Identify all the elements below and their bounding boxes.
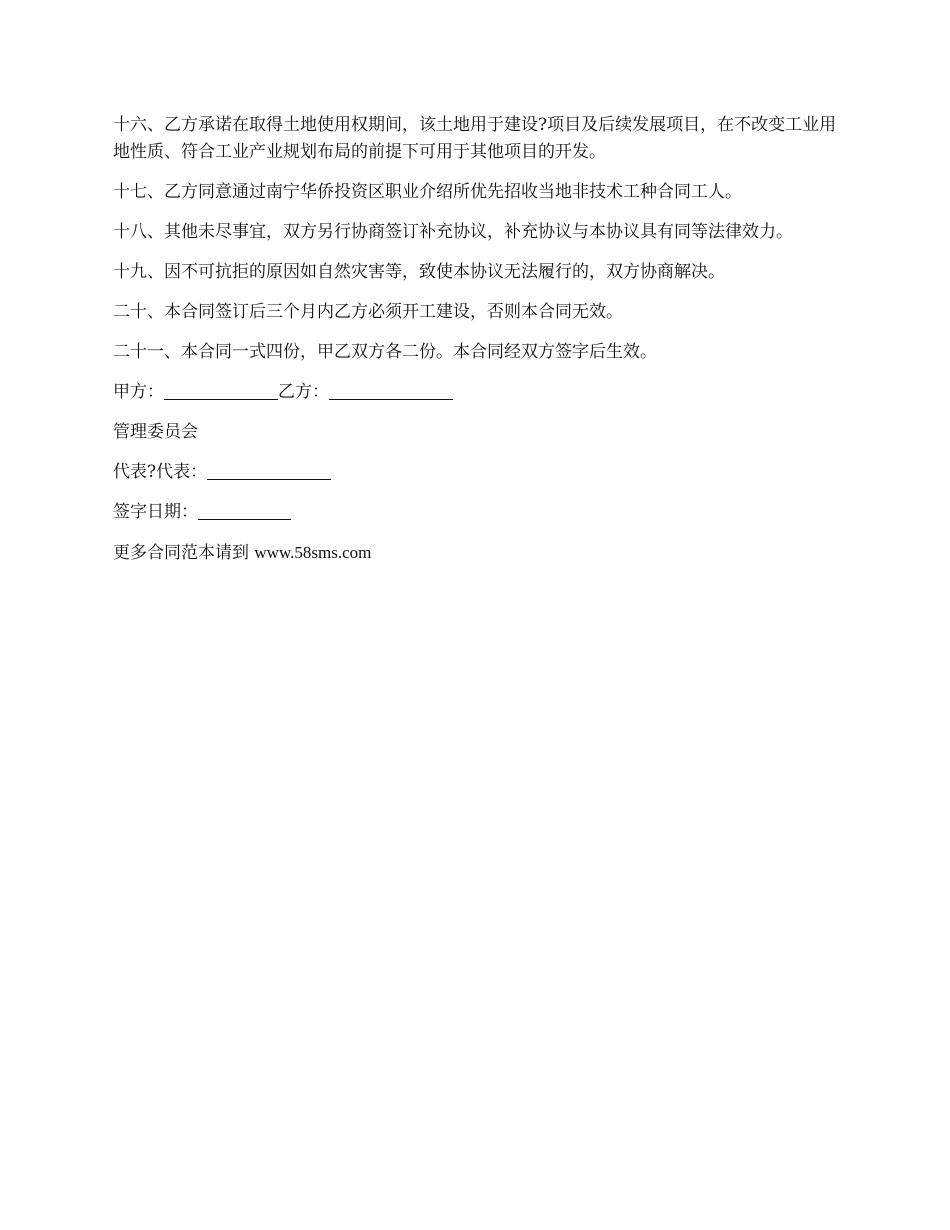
document-page <box>113 112 873 580</box>
party-a-signature-blank <box>164 381 278 400</box>
clause-17: 十七、乙方同意通过南宁华侨投资区职业介绍所优先招收当地非技术工种合同工人。 <box>113 182 742 202</box>
representative-label: 代表?代表： <box>113 462 208 482</box>
party-b-signature-blank <box>329 381 453 400</box>
party-a-label: 甲方： <box>113 382 164 402</box>
signing-date-line <box>113 499 873 526</box>
representative-line <box>113 459 873 486</box>
signature-parties-line <box>113 379 873 406</box>
clause-19: 十九、因不可抗拒的原因如自然灾害等，致使本协议无法履行的，双方协商解决。 <box>113 262 725 282</box>
representative-signature-blank <box>207 461 331 480</box>
clause-21: 二十一、本合同一式四份，甲乙双方各二份。本合同经双方签字后生效。 <box>113 342 657 362</box>
clause-16: 十六、乙方承诺在取得土地使用权期间，该土地用于建设?项目及后续发展项目，在不改变工业用地性质、符合工业产业规划布局的前提下可用于其他项目的开发。 <box>113 115 837 162</box>
party-b-label: 乙方： <box>278 382 329 402</box>
signing-date-label: 签字日期： <box>113 502 198 522</box>
clause-18: 十八、其他未尽事宜，双方另行协商签订补充协议，补充协议与本协议具有同等法律效力。 <box>113 222 793 242</box>
signing-date-blank <box>198 501 291 520</box>
footer-more-text: 更多合同范本请到 <box>113 543 255 563</box>
footer-line <box>113 539 873 567</box>
clause-20: 二十、本合同签订后三个月内乙方必须开工建设，否则本合同无效。 <box>113 302 623 322</box>
footer-site-link[interactable]: www.58sms.com <box>254 543 372 562</box>
committee-line: 管理委员会 <box>113 422 198 442</box>
